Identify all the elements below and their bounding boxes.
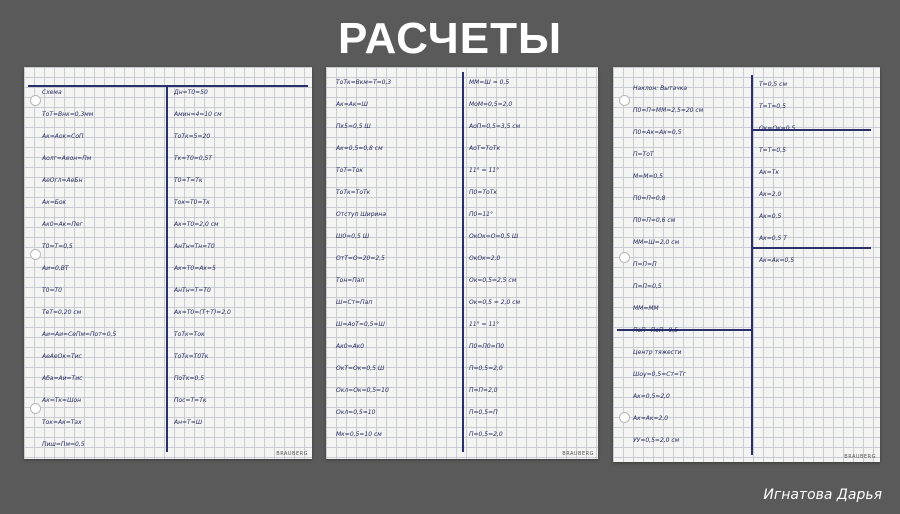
handwritten-line: ТоТк=ТоТк — [336, 189, 371, 196]
handwritten-line: Ш=Ст=Пап — [336, 299, 373, 306]
notes-column-right — [469, 79, 520, 453]
handwritten-line: АеАеОк=Тис — [42, 353, 82, 360]
handwritten-line: П0=П=0,6 см — [633, 217, 676, 224]
handwritten-line: Тон=Пап — [336, 277, 365, 284]
handwritten-line: П=П=0,5 — [633, 283, 662, 290]
notes-column-right — [174, 89, 231, 441]
handwritten-line: Пос=Т=Тк — [174, 397, 207, 404]
handwritten-line: Ок=Ок=0,5 — [759, 125, 796, 132]
handwritten-line: Ак=0,5 Т — [759, 235, 787, 242]
binder-hole — [619, 412, 630, 423]
column-divider — [166, 87, 168, 452]
slide-title: РАСЧЕТЫ — [337, 14, 563, 63]
handwritten-line: Окл=0,5=10 — [336, 409, 376, 416]
handwritten-line: Центр тяжести — [633, 349, 682, 356]
handwritten-line: П0=П=ММ=2,5=20 см — [633, 107, 704, 114]
handwritten-line: УУ=0,5=2,0 см — [633, 437, 680, 444]
handwritten-line: П0=П0=П0 — [469, 343, 505, 350]
handwritten-line: Аи=0,ВТ — [42, 265, 69, 272]
handwritten-line: Ак=Бок — [42, 199, 67, 206]
handwritten-line: Ок=0,5 = 2,0 см — [469, 299, 521, 306]
handwritten-line: Амин=4=10 см — [174, 111, 222, 118]
handwritten-line: Ак0=Ак=Пег — [42, 221, 83, 228]
column-divider — [751, 75, 753, 455]
handwritten-line: Аи=Аи=СеПм=Пот=0,5 — [42, 331, 117, 338]
handwritten-line: ПоП=ПоП=0,5 — [633, 327, 678, 334]
handwritten-line: АеОгл=АеБн — [42, 177, 83, 184]
handwritten-line: ТоТк=Т0Тк — [174, 353, 209, 360]
handwritten-line: Ак=Ак=Ш — [336, 101, 368, 108]
handwritten-line: Ак=2,0 — [759, 191, 782, 198]
handwritten-line: Ок=0,5=2,5 см — [469, 277, 517, 284]
handwritten-line: Т=0,5 см — [759, 81, 787, 88]
handwritten-line: ОкОк=О=0,5 Ш — [469, 233, 519, 240]
handwritten-line: ОтТ=О=20=2,5 — [336, 255, 385, 262]
handwritten-line: П=0,5=2,0 — [469, 365, 503, 372]
handwritten-line: Т=Т=0,5 — [759, 147, 786, 154]
brand-mark: BRAUBERG — [844, 454, 876, 460]
handwritten-line: Окл=Ок=0,5=10 — [336, 387, 389, 394]
binder-hole — [619, 95, 630, 106]
handwritten-line: 11° = 11° — [469, 321, 500, 328]
notes-column-left — [336, 79, 391, 453]
handwritten-line: МоМ=0,5=2,0 — [469, 101, 513, 108]
handwritten-line: Наклон: Вытачка — [633, 85, 688, 92]
handwritten-line: ММ=Ш = 0,5 — [469, 79, 510, 86]
column-divider — [462, 72, 464, 452]
handwritten-line: Ак0=Ак0 — [336, 343, 365, 350]
author-name: Игнатова Дарья — [763, 487, 882, 503]
handwritten-line: Отступ Ширина — [336, 211, 387, 218]
handwritten-line: Ш0=0,5 Ш — [336, 233, 370, 240]
handwritten-line: Ак=Т0=Ак=5 — [174, 265, 216, 272]
handwritten-line: М=М=0,5 — [633, 173, 663, 180]
notes-sheet-3 — [613, 67, 880, 462]
handwritten-line: ММ=ММ — [633, 305, 659, 312]
handwritten-line: ММ=Ш=2,0 см — [633, 239, 680, 246]
handwritten-line: Ак=Т0=(Т+Т)=2,0 — [174, 309, 231, 316]
handwritten-line: Ак=0,5 — [759, 213, 782, 220]
handwritten-line: П=0,5=2,0 — [469, 431, 503, 438]
notes-column-right — [759, 81, 795, 279]
handwritten-line: Ак=0,5=2,0 — [633, 393, 670, 400]
notes-column-left — [633, 85, 703, 459]
handwritten-line: Дн=Т0=50 — [174, 89, 208, 96]
handwritten-line: Ток=Ак=Тах — [42, 419, 82, 426]
handwritten-line: ПоТк=0,5 — [174, 375, 205, 382]
handwritten-line: ТоТ=Ток — [336, 167, 363, 174]
handwritten-line: ОкОк=2,0 — [469, 255, 501, 262]
handwritten-line: Ак=Ак=2,0 — [633, 415, 669, 422]
handwritten-line: АоП=0,5=3,5 см — [469, 123, 521, 130]
handwritten-line: Т0=Т=Тк — [174, 177, 203, 184]
handwritten-line: ТоТк=Вкм=Т=0,3 — [336, 79, 392, 86]
handwritten-line: Ш=АоТ=0,5=Ш — [336, 321, 385, 328]
handwritten-line: Ак=0,5=0,8 см — [336, 145, 383, 152]
handwritten-line: Аолг=Аеон=Пм — [42, 155, 92, 162]
handwritten-line: ТоТк=Ток — [174, 331, 205, 338]
handwritten-line: Пк5=0,5 Ш — [336, 123, 371, 130]
handwritten-line: П=0,5=П — [469, 409, 498, 416]
handwritten-line: Мк=0,5=10 см — [336, 431, 382, 438]
brand-mark: BRAUBERG — [562, 451, 594, 457]
handwritten-line: Ан=Т=Ш — [174, 419, 203, 426]
handwritten-line: П0=ТоТк — [469, 189, 497, 196]
handwritten-line: Пиш=Пм=0,5 — [42, 441, 85, 448]
handwritten-line: Т0=Т0 — [42, 287, 62, 294]
binder-hole — [30, 249, 41, 260]
binder-hole — [30, 95, 41, 106]
notes-sheet-2 — [326, 67, 598, 459]
handwritten-line: АоТ=ТоТк — [469, 145, 501, 152]
handwritten-line: Ак=Тк=Шон — [42, 397, 82, 404]
handwritten-line: Ток=Т0=Тк — [174, 199, 210, 206]
handwritten-line: Ак=Т0=2,0 см — [174, 221, 219, 228]
handwritten-line: 11° = 11° — [469, 167, 500, 174]
handwritten-line: Аба=Аи=Тис — [42, 375, 83, 382]
handwritten-line: П=П=П — [633, 261, 657, 268]
handwritten-line: П0=Ак=Ак=0,5 — [633, 129, 682, 136]
handwritten-line: Тк=Т0=0,5Т — [174, 155, 213, 162]
handwritten-line: Т0=Т=0,5 — [42, 243, 73, 250]
notes-sheet-1 — [24, 67, 312, 459]
header-rule — [28, 85, 308, 87]
handwritten-line: ТоТ=Bнк=0,3мм — [42, 111, 94, 118]
binder-hole — [619, 252, 630, 263]
handwritten-line: П0=П=0,8 — [633, 195, 666, 202]
handwritten-line: АнТн=Т=Т0 — [174, 287, 211, 294]
handwritten-line: АнТн=Тн=Т0 — [174, 243, 215, 250]
handwritten-line: ТеТ=0,20 см — [42, 309, 82, 316]
notes-column-left — [42, 89, 116, 459]
handwritten-line: Схема — [42, 89, 62, 96]
handwritten-line: П0=11° — [469, 211, 493, 218]
handwritten-line: П=ТоТ — [633, 151, 654, 158]
handwritten-line: П=П=2,0 — [469, 387, 498, 394]
handwritten-line: Ак=Тк — [759, 169, 780, 176]
binder-hole — [30, 403, 41, 414]
handwritten-line: Шоу=0,5=Ст=Тг — [633, 371, 686, 378]
handwritten-line: ТоТк=5=20 — [174, 133, 211, 140]
brand-mark: BRAUBERG — [276, 451, 308, 457]
handwritten-line: Ак=Ак=0,5 — [759, 257, 795, 264]
handwritten-line: Т=Т=0,5 — [759, 103, 786, 110]
handwritten-line: Ак=Аок=СоП — [42, 133, 84, 140]
handwritten-line: ОкТ=Ок=0,5 Ш — [336, 365, 385, 372]
